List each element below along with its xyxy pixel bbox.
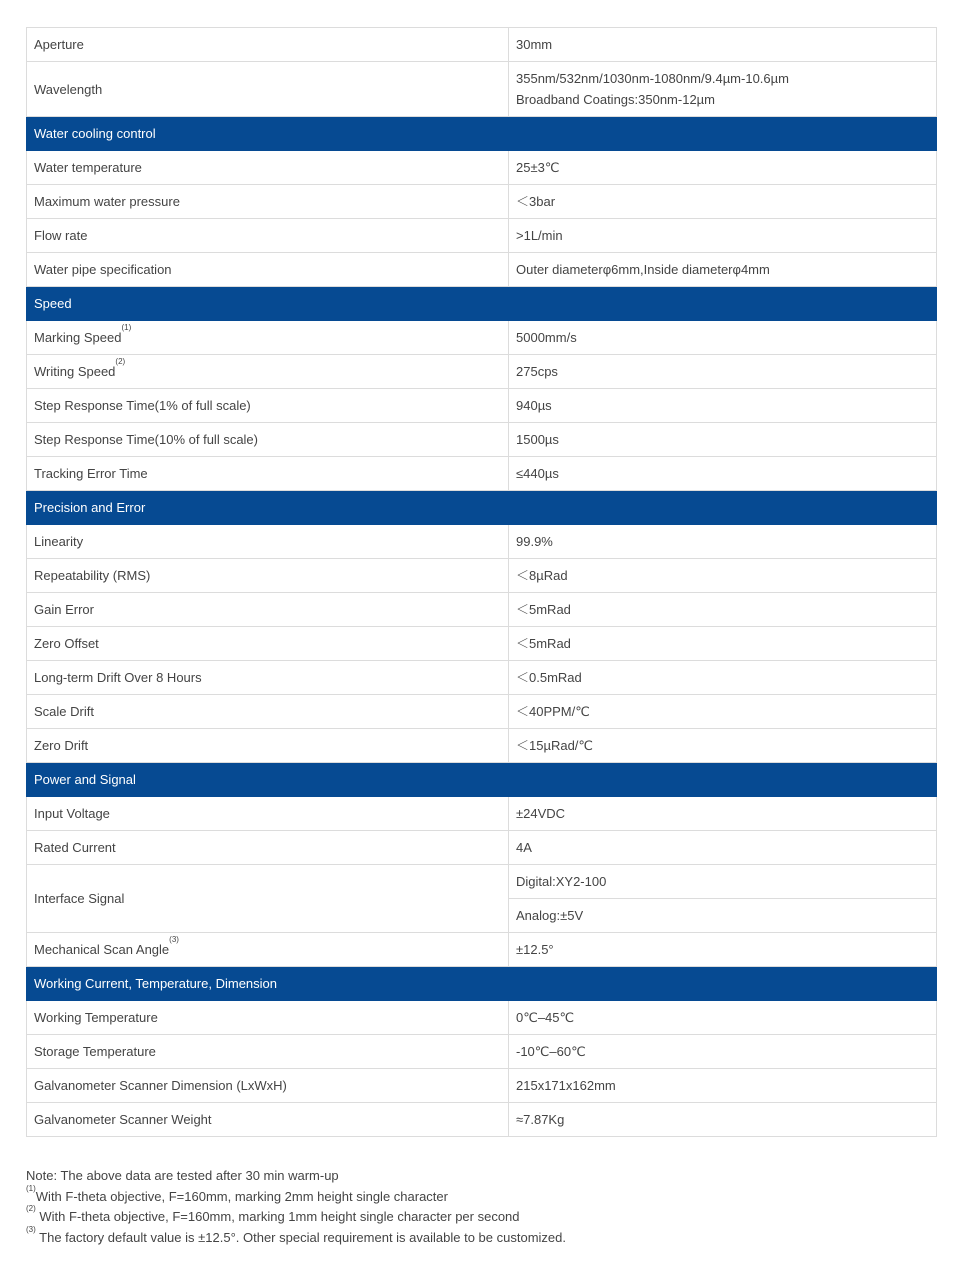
spec-label-text: Galvanometer Scanner Weight [34,1112,212,1127]
table-row [27,593,937,627]
spec-value: 99.9% [509,525,937,559]
spec-label [27,627,509,661]
table-row [27,559,937,593]
footnote-text: With F-theta objective, F=160mm, marking 1mm height single character per second [35,1209,520,1224]
spec-label-text: Long-term Drift Over 8 Hours [34,670,202,685]
section-title: Water cooling control [27,117,937,151]
footnote-line [26,1183,936,1208]
spec-label-text: Mechanical Scan Angle [34,942,170,957]
spec-value: 1500µs [509,423,937,457]
footnote-marker: (1) [121,323,132,332]
table-row [27,423,937,457]
spec-label [27,185,509,219]
spec-label-text: Flow rate [34,228,88,243]
spec-label-text: Storage Temperature [34,1044,156,1059]
table-row [27,525,937,559]
spec-label [27,253,509,287]
spec-value: ＜5mRad [509,593,937,627]
spec-value: Outer diameterφ6mm,Inside diameterφ4mm [509,253,937,287]
spec-label [27,389,509,423]
spec-value: 0℃–45℃ [509,1001,937,1035]
table-row [27,151,937,185]
section-title: Power and Signal [27,763,937,797]
spec-label-text: Maximum water pressure [34,194,180,209]
spec-label-text: Zero Drift [34,738,89,753]
table-row [27,729,937,763]
spec-value: ±24VDC [509,797,937,831]
table-row [27,1035,937,1069]
spec-label [27,62,509,117]
table-row [27,28,937,62]
table-row [27,933,937,967]
spec-value: 940µs [509,389,937,423]
section-header [27,491,937,525]
spec-label [27,525,509,559]
spec-table-body [27,28,937,1137]
spec-value: 30mm [509,28,937,62]
spec-value: ＜0.5mRad [509,661,937,695]
section-header [27,117,937,151]
spec-label-text: Aperture [34,37,84,52]
spec-value: 275cps [509,355,937,389]
footnote-text: With F-theta objective, F=160mm, marking 2mm height single character [35,1188,448,1204]
footnote-line [26,1224,936,1249]
section-title: Working Current, Temperature, Dimension [27,967,937,1001]
spec-label [27,797,509,831]
spec-value-line: Broadband Coatings:350nm-12µm [516,92,715,107]
table-row [27,219,937,253]
footnote-line [26,1204,936,1228]
spec-label [27,1035,509,1069]
spec-value: ±12.5° [509,933,937,967]
table-row [27,1103,937,1137]
spec-label [27,1069,509,1103]
spec-value: Analog:±5V [509,899,937,933]
spec-value-line: 355nm/532nm/1030nm-1080nm/9.4µm-10.6µm [516,71,789,86]
section-header [27,287,937,321]
section-header [27,763,937,797]
footnote-marker: (3) [26,1224,36,1234]
table-row [27,389,937,423]
spec-value: Digital:XY2-100 [509,865,937,899]
spec-label [27,321,509,355]
table-row [27,695,937,729]
footnote-marker: (2) [26,1204,36,1213]
spec-label-text: Tracking Error Time [34,466,148,481]
section-header [27,967,937,1001]
spec-label [27,593,509,627]
spec-table [26,27,937,1137]
spec-value: 4A [509,831,937,865]
spec-value: 5000mm/s [509,321,937,355]
table-row [27,865,937,899]
footnote-text: The factory default value is ±12.5°. Other special requirement is available to be customized. [35,1229,566,1245]
spec-label [27,355,509,389]
table-row [27,831,937,865]
spec-label-text: Water temperature [34,160,142,175]
spec-value [509,62,937,117]
spec-value: ＜3bar [509,185,937,219]
spec-value: ＜8µRad [509,559,937,593]
spec-value: >1L/min [509,219,937,253]
spec-label-text: Step Response Time(10% of full scale) [34,432,258,447]
spec-value: 215x171x162mm [509,1069,937,1103]
spec-label [27,695,509,729]
table-row [27,1001,937,1035]
table-row [27,457,937,491]
spec-label [27,933,509,967]
spec-label-text: Wavelength [34,81,103,97]
spec-label-text: Writing Speed [34,364,116,379]
footnote-text: Note: The above data are tested after 30 min warm-up [26,1168,339,1183]
table-row [27,355,937,389]
spec-value: ＜5mRad [509,627,937,661]
spec-table-container [26,27,936,1137]
spec-label-text: Marking Speed [34,330,122,345]
section-title: Precision and Error [27,491,937,525]
table-row [27,797,937,831]
spec-label-text: Working Temperature [34,1010,158,1025]
spec-label-text: Input Voltage [34,806,110,821]
table-row [27,627,937,661]
spec-label: Interface Signal [27,865,509,933]
spec-label-text: Step Response Time(1% of full scale) [34,398,251,413]
footnote-marker: (3) [169,935,179,944]
spec-label [27,28,509,62]
spec-label [27,1001,509,1035]
spec-label [27,729,509,763]
spec-label [27,661,509,695]
footnote-line [26,1166,936,1187]
spec-value: 25±3℃ [509,151,937,185]
footnotes [26,1166,936,1248]
spec-label [27,219,509,253]
spec-label [27,423,509,457]
spec-label-text: Water pipe specification [34,262,172,277]
spec-value: -10℃–60℃ [509,1035,937,1069]
spec-label-text: Galvanometer Scanner Dimension (LxWxH) [34,1078,287,1093]
spec-label [27,559,509,593]
footnote-marker: (2) [115,357,126,366]
spec-label-text: Scale Drift [34,704,94,719]
table-row [27,253,937,287]
table-row [27,62,937,117]
spec-value: ＜40PPM/℃ [509,695,937,729]
footnote-marker: (1) [26,1183,36,1193]
spec-label-text: Linearity [34,534,84,549]
spec-label [27,151,509,185]
spec-value: ≈7.87Kg [509,1103,937,1137]
spec-label [27,831,509,865]
table-row [27,661,937,695]
table-row [27,321,937,355]
spec-label-text: Rated Current [34,840,116,855]
spec-value: ≤440µs [509,457,937,491]
spec-label-text: Zero Offset [34,636,99,651]
spec-value: ＜15µRad/℃ [509,729,937,763]
spec-label-text: Gain Error [34,602,94,617]
spec-label [27,1103,509,1137]
section-title: Speed [27,287,937,321]
table-row [27,185,937,219]
spec-label [27,457,509,491]
table-row [27,1069,937,1103]
spec-label-text: Repeatability (RMS) [34,568,151,583]
